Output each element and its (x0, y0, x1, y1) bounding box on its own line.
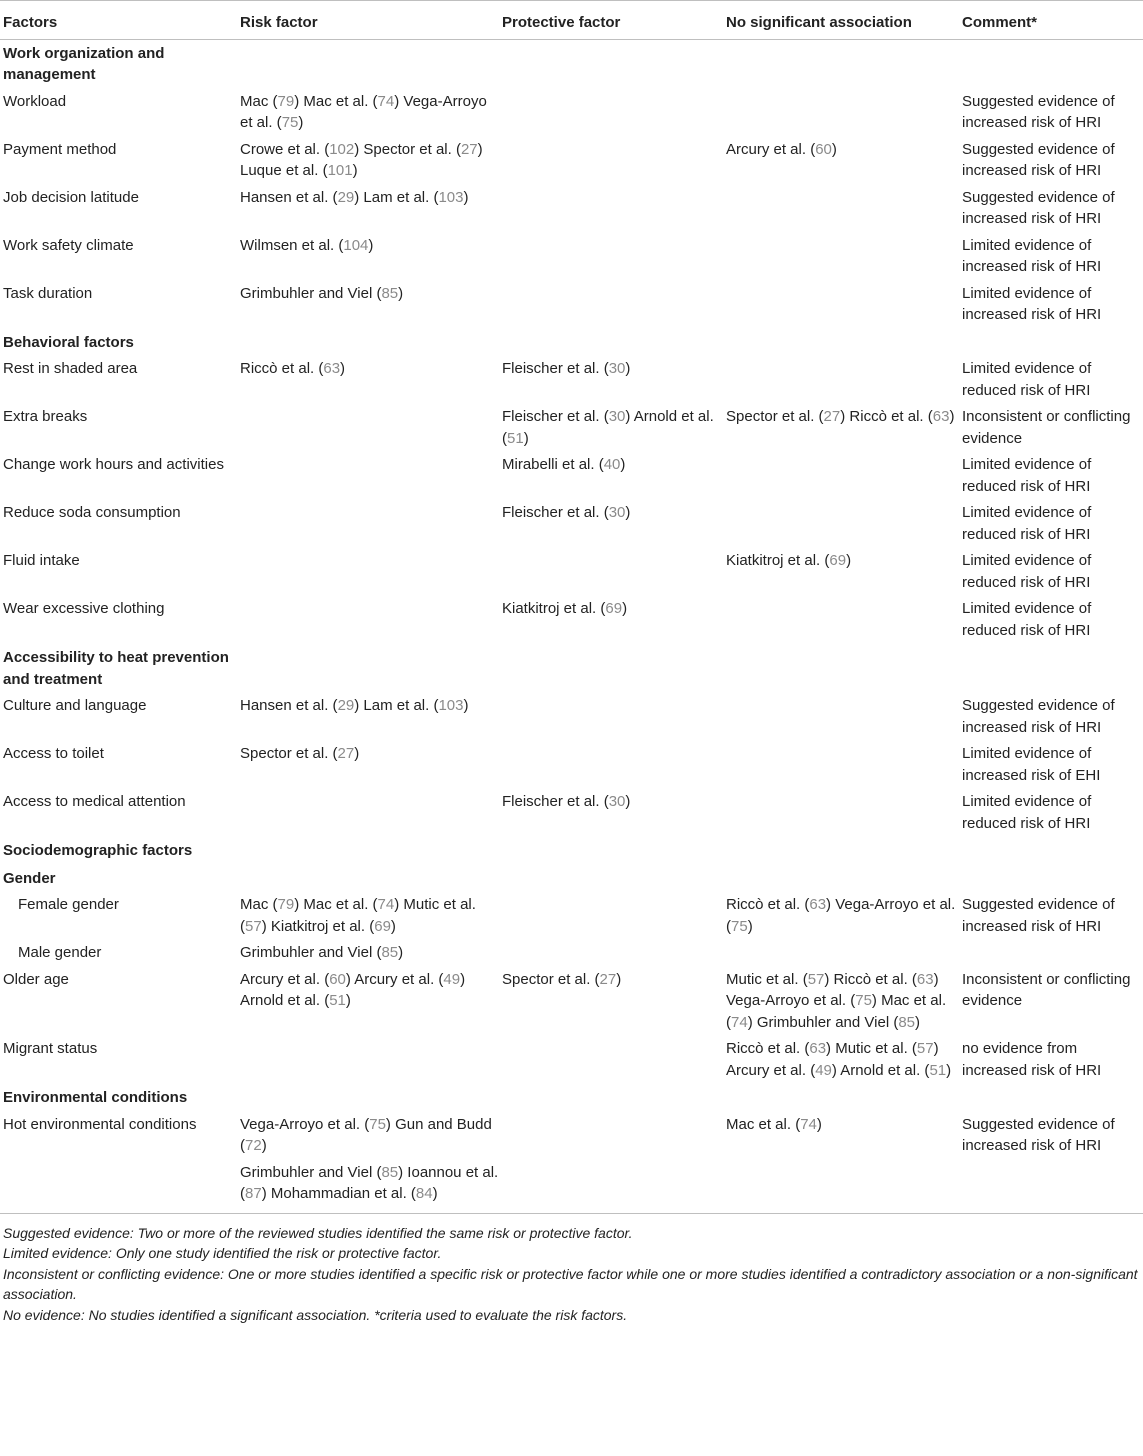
no-association-cell (723, 940, 959, 967)
header-risk-factor: Risk factor (237, 1, 499, 40)
section-heading: Accessibility to heat prevention and treatment (3, 649, 229, 688)
factor-cell: Job decision latitude (3, 188, 139, 206)
reference-number: 30 (608, 793, 626, 810)
table-row (0, 500, 1143, 548)
risk-factor-cell (237, 548, 499, 596)
no-association-cell (723, 185, 959, 233)
no-association-cell (723, 789, 959, 837)
table-header (0, 1, 1143, 40)
empty-cell (959, 1084, 1143, 1112)
factor-cell: Culture and language (3, 697, 147, 714)
footnote-line: Suggested evidence: Two or more of the reviewed studies identified the same risk or protective factor. (3, 1224, 633, 1241)
protective-factor-cell: Fleischer et al. (30) (502, 504, 631, 521)
factor-cell: Wear excessive clothing (3, 600, 165, 617)
no-association-cell (723, 89, 959, 137)
reference-number: 74 (377, 896, 395, 913)
factor-cell: Change work hours and activities (3, 456, 224, 473)
header-comment: Comment* (959, 1, 1143, 40)
risk-factor-cell: Riccò et al. (63) (240, 360, 346, 377)
table-row (0, 940, 1143, 967)
reference-number: 103 (438, 188, 464, 206)
protective-factor-cell: Spector et al. (27) (502, 970, 622, 988)
no-association-cell: Riccò et al. (63) Vega-Arroyo et al. (75) (726, 896, 956, 935)
risk-factor-cell: Grimbuhler and Viel (85) (240, 284, 404, 302)
table-row (0, 89, 1143, 137)
risk-factor-cell: Spector et al. (27) (240, 745, 360, 762)
footnote-line: Inconsistent or conflicting evidence: One or more studies identified a specific risk or protective factor while one or more studies identified a contradictory association or a non-significant association. (3, 1265, 1138, 1302)
factor-cell: Male gender (18, 944, 102, 961)
factor-cell: Extra breaks (3, 408, 88, 425)
table-row (0, 452, 1143, 500)
comment-cell: Inconsistent or conflicting evidence (962, 408, 1131, 447)
reference-number: 51 (329, 992, 346, 1009)
no-association-cell (723, 500, 959, 548)
risk-factor-cell: Arcury et al. (60) Arcury et al. (49) Arnold et al. (51) (240, 970, 466, 1009)
table-row (0, 356, 1143, 404)
reference-number: 27 (599, 970, 617, 988)
protective-factor-cell (499, 1112, 723, 1160)
reference-number: 85 (381, 284, 399, 302)
protective-factor-cell (499, 940, 723, 967)
comment-cell: Limited evidence of reduced risk of HRI (962, 360, 1092, 399)
table-row (0, 1160, 1143, 1214)
comment-cell: Limited evidence of reduced risk of HRI (962, 504, 1092, 543)
section-heading: Work organization and management (3, 44, 165, 83)
comment-cell (959, 940, 1143, 967)
reference-number: 60 (329, 970, 346, 988)
comment-cell: Inconsistent or conflicting evidence (962, 970, 1131, 1009)
reference-number: 49 (815, 1061, 832, 1079)
no-association-cell (723, 741, 959, 789)
factor-cell: Female gender (18, 896, 119, 913)
risk-factor-cell: Crowe et al. (102) Spector et al. (27) Luque et al. (101) (240, 140, 483, 179)
reference-number: 40 (603, 456, 621, 473)
reference-number: 63 (932, 408, 950, 425)
comment-cell: Limited evidence of increased risk of HRI (962, 236, 1102, 275)
empty-cell (499, 39, 723, 89)
comment-cell: Limited evidence of reduced risk of HRI (962, 552, 1092, 591)
reference-number: 51 (929, 1061, 947, 1079)
empty-cell (499, 329, 723, 357)
section-heading: Behavioral factors (3, 333, 134, 351)
no-association-cell (723, 693, 959, 741)
reference-number: 60 (815, 140, 832, 158)
no-association-cell: Mutic et al. (57) Riccò et al. (63) Vega-Arroyo et al. (75) Mac et al. (74) Grimbuhler and Viel (85) (726, 970, 947, 1031)
reference-number: 29 (337, 697, 355, 714)
no-association-cell: Arcury et al. (60) (726, 140, 837, 158)
comment-cell: Suggested evidence of increased risk of HRI (962, 896, 1115, 935)
header-protective-factor: Protective factor (499, 1, 723, 40)
comment-cell (959, 1160, 1143, 1214)
reference-number: 74 (731, 1013, 748, 1031)
factor-cell: Workload (3, 92, 67, 110)
footnote-line: No evidence: No studies identified a significant association. *criteria used to evaluate the risk factors. (3, 1306, 628, 1323)
section-row (0, 644, 1143, 693)
protective-factor-cell (499, 548, 723, 596)
empty-cell (959, 329, 1143, 357)
risk-factor-cell: Grimbuhler and Viel (85) Ioannou et al. (87) Mohammadian et al. (84) (237, 1160, 499, 1214)
no-association-cell (723, 281, 959, 329)
protective-factor-cell: Kiatkitroj et al. (69) (502, 600, 628, 617)
reference-number: 84 (415, 1185, 433, 1202)
empty-cell (723, 329, 959, 357)
factor-cell: Migrant status (3, 1040, 98, 1057)
header-no-significant-association: No significant association (723, 1, 959, 40)
section-row (0, 1084, 1143, 1112)
protective-factor-cell (499, 1036, 723, 1084)
table-footnotes (0, 1214, 1143, 1326)
footnote-line: Limited evidence: Only one study identified the risk or protective factor. (3, 1245, 442, 1261)
protective-factor-cell (499, 89, 723, 137)
table-row (0, 789, 1143, 837)
protective-factor-cell: Fleischer et al. (30) Arnold et al. (51) (502, 408, 714, 447)
factor-cell: Fluid intake (3, 552, 80, 569)
reference-number: 63 (809, 896, 827, 913)
reference-number: 85 (381, 1163, 399, 1181)
no-association-cell (723, 356, 959, 404)
protective-factor-cell: Fleischer et al. (30) (502, 360, 631, 377)
empty-cell (237, 329, 499, 357)
protective-factor-cell (499, 185, 723, 233)
protective-factor-cell (499, 693, 723, 741)
section-row (0, 39, 1143, 89)
comment-cell: Suggested evidence of increased risk of HRI (962, 92, 1115, 131)
reference-number: 69 (829, 552, 847, 569)
reference-number: 30 (608, 360, 626, 377)
reference-number: 87 (245, 1185, 262, 1202)
reference-number: 57 (245, 917, 262, 935)
no-association-cell (723, 233, 959, 281)
table-row (0, 967, 1143, 1037)
reference-number: 104 (343, 236, 369, 254)
table-row (0, 137, 1143, 185)
comment-cell: Suggested evidence of increased risk of HRI (962, 140, 1115, 179)
reference-number: 75 (731, 917, 748, 935)
reference-number: 85 (898, 1013, 915, 1031)
empty-cell (723, 837, 959, 865)
comment-cell: Limited evidence of reduced risk of HRI (962, 793, 1092, 832)
reference-number: 103 (438, 697, 464, 714)
reference-number: 27 (460, 140, 478, 158)
reference-number: 30 (608, 504, 626, 521)
factor-cell: Task duration (3, 284, 93, 302)
table-row (0, 548, 1143, 596)
table-row (0, 233, 1143, 281)
risk-factor-cell (237, 789, 499, 837)
table-row (0, 281, 1143, 329)
comment-cell: Limited evidence of reduced risk of HRI (962, 456, 1092, 495)
risk-factor-cell: Wilmsen et al. (104) (240, 236, 374, 254)
no-association-cell: Mac et al. (74) (726, 1115, 822, 1133)
comment-cell: Suggested evidence of increased risk of HRI (962, 697, 1115, 736)
empty-cell (959, 865, 1143, 893)
risk-factor-cell (237, 404, 499, 452)
risk-factor-cell: Mac (79) Mac et al. (74) Vega-Arroyo et al. (75) (240, 92, 487, 131)
no-association-cell (723, 452, 959, 500)
table-row (0, 404, 1143, 452)
factor-cell: Access to medical attention (3, 793, 186, 810)
no-association-cell (723, 596, 959, 644)
reference-number: 69 (605, 600, 623, 617)
table-row (0, 892, 1143, 940)
no-association-cell (723, 1160, 959, 1214)
factor-cell: Older age (3, 970, 69, 988)
protective-factor-cell (499, 741, 723, 789)
comment-cell: Limited evidence of reduced risk of HRI (962, 600, 1092, 639)
empty-cell (237, 837, 499, 865)
header-factors: Factors (0, 1, 237, 40)
comment-cell: Limited evidence of increased risk of HRI (962, 284, 1102, 323)
reference-number: 75 (281, 114, 299, 131)
empty-cell (959, 837, 1143, 865)
comment-cell: Limited evidence of increased risk of EHI (962, 745, 1101, 784)
factor-cell: Hot environmental conditions (3, 1115, 197, 1133)
empty-cell (723, 39, 959, 89)
factor-cell: Work safety climate (3, 236, 134, 254)
section-heading: Gender (3, 869, 56, 887)
risk-factor-cell: Grimbuhler and Viel (85) (240, 944, 404, 961)
section-row (0, 329, 1143, 357)
empty-cell (959, 39, 1143, 89)
reference-number: 29 (337, 188, 355, 206)
risk-factor-cell (237, 596, 499, 644)
empty-cell (723, 865, 959, 893)
section-row (0, 837, 1143, 865)
reference-number: 85 (381, 944, 399, 961)
empty-cell (723, 644, 959, 693)
reference-number: 57 (807, 970, 825, 988)
reference-number: 102 (329, 140, 355, 158)
table-row (0, 741, 1143, 789)
reference-number: 75 (369, 1115, 386, 1133)
empty-cell (499, 1084, 723, 1112)
reference-number: 51 (507, 429, 524, 447)
reference-number: 75 (855, 992, 872, 1009)
protective-factor-cell (499, 137, 723, 185)
comment-cell: Suggested evidence of increased risk of HRI (962, 188, 1115, 227)
reference-number: 27 (337, 745, 355, 762)
empty-cell (959, 644, 1143, 693)
reference-number: 30 (608, 408, 626, 425)
factor-cell: Access to toilet (3, 745, 104, 762)
risk-factor-cell: Hansen et al. (29) Lam et al. (103) (240, 697, 469, 714)
factor-cell: Reduce soda consumption (3, 504, 181, 521)
reference-number: 74 (800, 1115, 817, 1133)
empty-cell (237, 1084, 499, 1112)
header-row (0, 1, 1143, 40)
reference-number: 63 (323, 360, 341, 377)
comment-cell: Suggested evidence of increased risk of HRI (962, 1115, 1115, 1154)
table-row (0, 1036, 1143, 1084)
table-body (0, 39, 1143, 1213)
empty-cell (499, 865, 723, 893)
reference-number: 63 (809, 1040, 827, 1057)
reference-number: 27 (823, 408, 841, 425)
reference-number: 57 (916, 1040, 934, 1057)
section-heading: Sociodemographic factors (3, 842, 193, 859)
empty-cell (237, 39, 499, 89)
no-association-cell: Spector et al. (27) Riccò et al. (63) (726, 408, 955, 425)
reference-number: 69 (374, 917, 391, 935)
no-association-cell: Kiatkitroj et al. (69) (726, 552, 852, 569)
empty-cell (237, 644, 499, 693)
reference-number: 63 (916, 970, 934, 988)
protective-factor-cell: Mirabelli et al. (40) (502, 456, 626, 473)
table-row (0, 1112, 1143, 1160)
factor-cell (0, 1160, 237, 1214)
table-row (0, 185, 1143, 233)
reference-number: 79 (277, 896, 295, 913)
risk-factor-cell: Hansen et al. (29) Lam et al. (103) (240, 188, 469, 206)
reference-number: 72 (245, 1137, 262, 1154)
no-association-cell: Riccò et al. (63) Mutic et al. (57) Arcury et al. (49) Arnold et al. (51) (726, 1040, 952, 1079)
protective-factor-cell (499, 281, 723, 329)
risk-factor-cell: Mac (79) Mac et al. (74) Mutic et al. (57) Kiatkitroj et al. (69) (240, 896, 476, 935)
risk-factor-cell: Vega-Arroyo et al. (75) Gun and Budd (72) (240, 1115, 492, 1154)
empty-cell (237, 865, 499, 893)
reference-number: 74 (377, 92, 395, 110)
protective-factor-cell (499, 892, 723, 940)
factor-cell: Rest in shaded area (3, 360, 138, 377)
risk-factor-cell (237, 452, 499, 500)
protective-factor-cell: Fleischer et al. (30) (502, 793, 631, 810)
table-row (0, 693, 1143, 741)
risk-factor-cell (237, 500, 499, 548)
protective-factor-cell (499, 233, 723, 281)
protective-factor-cell (499, 1160, 723, 1214)
section-heading: Environmental conditions (3, 1089, 188, 1106)
empty-cell (499, 644, 723, 693)
comment-cell: no evidence from increased risk of HRI (962, 1040, 1102, 1079)
section-row (0, 865, 1143, 893)
empty-cell (723, 1084, 959, 1112)
reference-number: 101 (327, 162, 353, 179)
empty-cell (499, 837, 723, 865)
reference-number: 49 (443, 970, 461, 988)
table-row (0, 596, 1143, 644)
factor-cell: Payment method (3, 140, 117, 158)
reference-number: 79 (277, 92, 295, 110)
risk-factor-cell (237, 1036, 499, 1084)
